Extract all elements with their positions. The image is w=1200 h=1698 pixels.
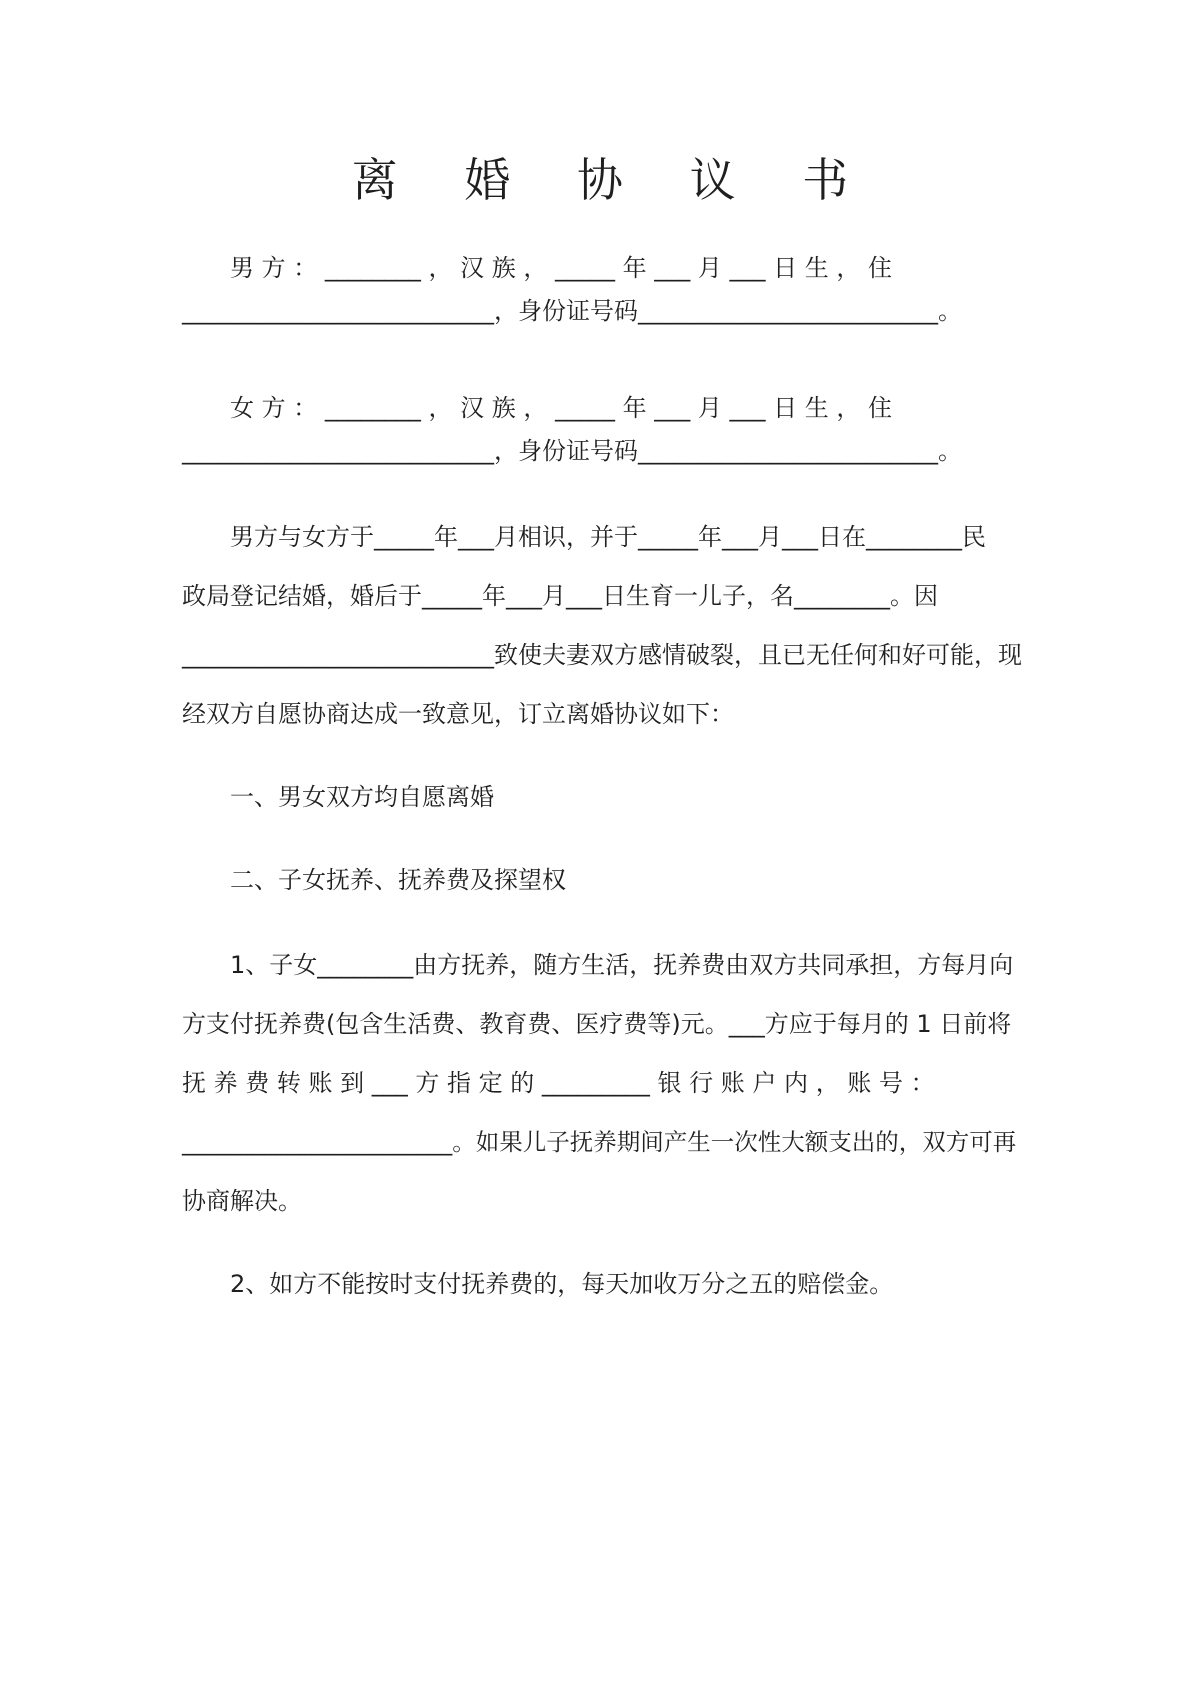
document-title: 离 婚 协 议 书 <box>351 153 875 207</box>
marriage-para-line-2: 政局登记结婚，婚后于_____年___月___日生育一儿子，名________。因 <box>182 582 938 610</box>
clause-2-1-line-5: 协商解决。 <box>182 1187 302 1215</box>
man-info-line-1: 男 方 ： ________ ， 汉 族 ， _____ 年 ___ 月 ___ 日 生 ， 住 <box>230 254 893 282</box>
clause-heading-1: 一、男女双方均自愿离婚 <box>230 783 494 811</box>
clause-2-1-line-2: 方支付抚养费(包含生活费、教育费、医疗费等)元。___方应于每月的 1 日前将 <box>182 1010 1012 1038</box>
marriage-para-line-1: 男方与女方于_____年___月相识，并于_____年___月___日在________民 <box>230 523 986 551</box>
woman-info-line-1: 女 方 ： ________ ， 汉 族 ， _____ 年 ___ 月 ___ 日 生 ， 住 <box>230 394 893 422</box>
clause-2-1-line-3: 抚 养 费 转 账 到 ___ 方 指 定 的 _________ 银 行 账 户 内 ， 账 号 ： <box>182 1069 935 1097</box>
marriage-para-line-3: __________________________致使夫妻双方感情破裂，且已无任何和好可能，现 <box>182 641 1022 669</box>
woman-info-line-2: __________________________，身份证号码_________________________。 <box>182 437 962 465</box>
clause-2-1-line-4: _______________________。如果儿子抚养期间产生一次性大额支出的，双方可再 <box>182 1128 1017 1156</box>
clause-2-1-line-1: 1、子女________由方抚养，随方生活，抚养费由双方共同承担，方每月向 <box>230 951 1014 979</box>
clause-heading-2: 二、子女抚养、抚养费及探望权 <box>230 866 566 894</box>
clause-2-2-line-1: 2、如方不能按时支付抚养费的，每天加收万分之五的赔偿金。 <box>230 1270 894 1298</box>
man-info-line-2: __________________________，身份证号码_________________________。 <box>182 297 962 325</box>
marriage-para-line-4: 经双方自愿协商达成一致意见，订立离婚协议如下： <box>182 700 734 728</box>
